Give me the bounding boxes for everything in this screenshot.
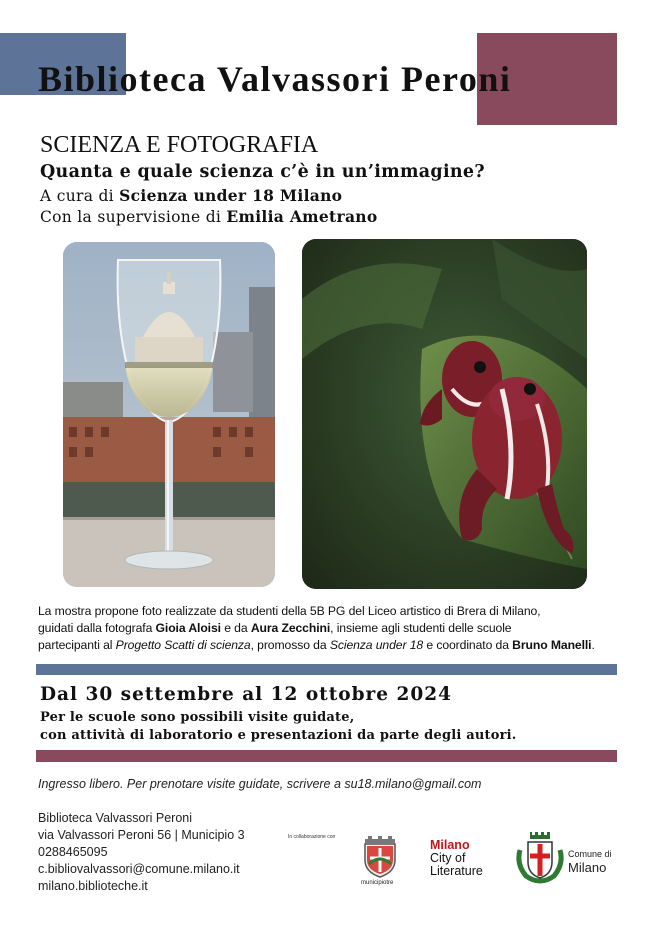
desc-text: guidati dalla fotografa [38,621,156,635]
visits-line-1: Per le scuole sono possibili visite guidate, [40,710,355,725]
library-address [38,810,245,895]
desc-text: , insieme agli studenti delle scuole [330,621,512,635]
comune-big: Milano [568,860,607,875]
exhibit-dates: Dal 30 settembre al 12 ottobre 2024 [40,684,452,705]
address-street: via Valvassori Peroni 56 | Municipio 3 [38,828,245,842]
address-email[interactable]: c.bibliovalvassori@comune.milano.it [38,862,240,876]
supervision-prefix: Con la supervisione di [40,208,227,226]
divider-blue [36,664,617,675]
exhibit-description [38,603,628,654]
desc-text: e da [220,621,251,635]
address-name: Biblioteca Valvassori Peroni [38,811,193,825]
milano-city-of-literature-logo [430,839,483,878]
school-visits [40,709,517,745]
photo-frogs [302,239,587,589]
desc-text: partecipanti al [38,638,116,652]
supervisor-name: Emilia Ametrano [226,207,378,226]
entry-info: Ingresso libero. Per prenotare visite guidate, scrivere a su18.milano@gmail.com [38,777,482,791]
milano-word: Milano [430,838,470,852]
desc-text: , promosso da [250,638,330,652]
curated-by [40,186,342,205]
exhibit-subtitle: Quanta e quale scienza c’è in un’immagine? [40,162,485,182]
address-phone: 0288465095 [38,845,108,859]
promoter-name: Scienza under 18 [329,638,424,652]
exhibit-title: SCIENZA E FOTOGRAFIA [40,132,319,158]
coordinator-name: Bruno Manelli [512,638,592,652]
city-of-text: City of [430,851,466,865]
project-name: Progetto Scatti di scienza [115,638,251,652]
photographer-name-2: Aura Zecchini [250,621,331,635]
curated-prefix: A cura di [40,187,120,205]
address-website[interactable]: milano.biblioteche.it [38,879,148,893]
curated-org: Scienza under 18 Milano [119,186,343,205]
library-title: Biblioteca Valvassori Peroni [38,59,512,99]
desc-text: . [591,638,595,652]
photo-wine-glass [63,242,275,587]
comune-di-milano-text [568,846,612,875]
visits-line-2: con attività di laboratorio e presentazioni da parte degli autori. [40,728,517,743]
photographer-name-1: Gioia Aloisi [155,621,221,635]
desc-text: e coordinato da [423,638,513,652]
municipio-shield-icon [361,836,399,878]
supervision [40,207,378,226]
collaboration-label: In collaborazione con [288,834,336,840]
comune-small: Comune di [568,849,612,859]
literature-text: Literature [430,864,483,878]
divider-red [36,750,617,762]
desc-line-1: La mostra propone foto realizzate da studenti della 5B PG del Liceo artistico di Brera di Milano, [38,604,541,618]
municipio-caption: municipiotre [361,880,394,886]
comune-milano-crest-icon [516,832,564,884]
